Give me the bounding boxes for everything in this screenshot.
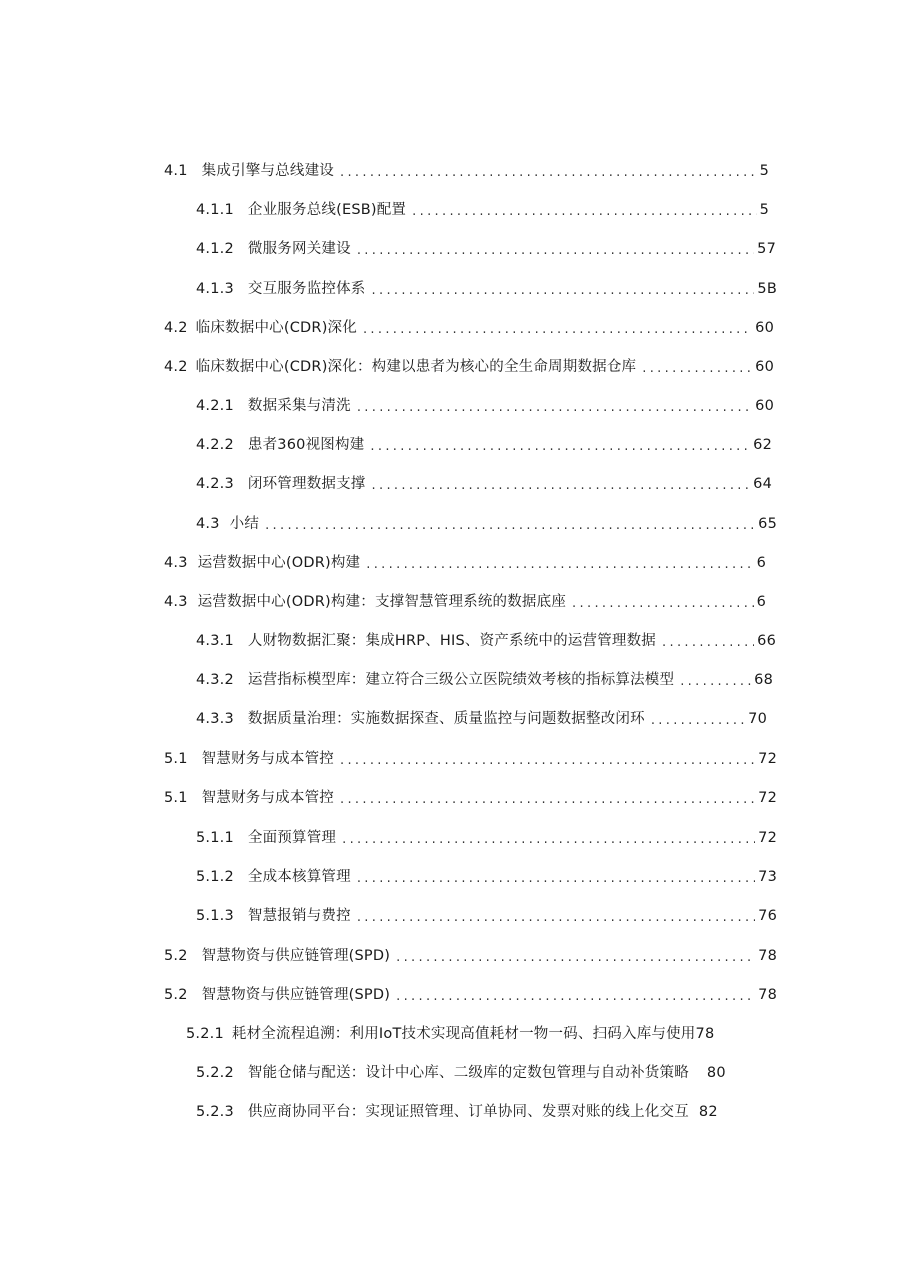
toc-entry-number: 4.1.2 <box>196 241 234 257</box>
toc-entry[interactable] <box>196 198 769 222</box>
toc-entry-title: 运营指标模型库：建立符合三级公立医院绩效考核的指标算法模型 <box>247 672 675 688</box>
toc-entry[interactable] <box>196 904 777 928</box>
toc-entry-number: 4.1 <box>164 163 188 179</box>
toc-leader-dots <box>340 747 755 771</box>
toc-entry-page: 57 <box>757 241 776 257</box>
toc-entry-number: 5.2.3 <box>196 1104 234 1120</box>
toc-entry-page: 82 <box>698 1104 718 1120</box>
toc-entry-title: 运营数据中心(ODR)构建：支撑智慧管理系统的数据底座 <box>197 594 567 610</box>
toc-entry[interactable] <box>164 355 774 379</box>
toc-entry-number: 5.2 <box>164 987 188 1003</box>
toc-leader-dots <box>572 590 754 614</box>
toc-entry-page: 60 <box>755 359 774 375</box>
toc-entry-page: 78 <box>758 987 777 1003</box>
toc-entry[interactable] <box>196 277 777 301</box>
toc-leader-dots <box>412 198 756 222</box>
toc-entry-title: 小结 <box>229 516 260 532</box>
toc-entry-number: 5.2.2 <box>196 1065 234 1081</box>
toc-entry[interactable] <box>196 1100 766 1124</box>
toc-entry-page: 72 <box>758 790 777 806</box>
toc-entry[interactable] <box>196 237 776 261</box>
toc-entry-page: 70 <box>748 711 767 727</box>
toc-entry[interactable] <box>196 668 773 692</box>
toc-entry-number: 5.1.2 <box>196 869 234 885</box>
toc-entry[interactable] <box>196 1061 777 1085</box>
toc-entry-page: 60 <box>755 320 774 336</box>
toc-entry[interactable] <box>164 159 769 183</box>
toc-entry[interactable] <box>164 551 766 575</box>
toc-entry-number: 5.2 <box>164 948 188 964</box>
toc-entry-number: 4.2 <box>164 359 188 375</box>
toc-entry-title: 人财物数据汇聚：集成HRP、HIS、资产系统中的运营管理数据 <box>247 633 657 649</box>
toc-leader-dots <box>396 944 755 968</box>
toc-entry-page: 5 <box>759 202 769 218</box>
toc-entry[interactable] <box>196 865 777 889</box>
toc-entry-title: 数据质量治理：实施数据探查、质量监控与问题数据整改闭环 <box>247 711 645 727</box>
toc-leader-dots <box>265 512 755 536</box>
toc-entry-number: 4.3.3 <box>196 711 234 727</box>
toc-entry-number: 4.3.1 <box>196 633 234 649</box>
toc-entry-title: 智慧物资与供应链管理(SPD) <box>201 987 391 1003</box>
toc-entry-page: 5B <box>757 281 777 297</box>
toc-leader-dots <box>340 159 757 183</box>
toc-entry-number: 4.1.3 <box>196 281 234 297</box>
toc-entry-title: 数据采集与清洗 <box>247 398 351 414</box>
toc-entry[interactable] <box>196 707 767 731</box>
toc-entry-page: 60 <box>755 398 774 414</box>
toc-leader-dots <box>366 551 753 575</box>
toc-entry-title: 集成引擎与总线建设 <box>201 163 334 179</box>
toc-entry[interactable] <box>164 944 777 968</box>
toc-entry-number: 5.1 <box>164 751 188 767</box>
toc-entry-page: 72 <box>758 751 777 767</box>
toc-entry-page: 64 <box>753 476 772 492</box>
toc-entry-number: 4.3 <box>196 516 220 532</box>
toc-entry-number: 4.3 <box>164 594 188 610</box>
toc-entry[interactable] <box>196 433 772 457</box>
toc-entry-page: 80 <box>706 1065 726 1081</box>
toc-entry-title: 智慧财务与成本管控 <box>201 751 334 767</box>
toc-entry-page: 72 <box>758 830 777 846</box>
toc-leader-dots <box>342 826 755 850</box>
toc-entry-title: 临床数据中心(CDR)深化：构建以患者为核心的全生命周期数据仓库 <box>195 359 637 375</box>
toc-entry-number: 4.3.2 <box>196 672 234 688</box>
toc-entry-number: 4.2.1 <box>196 398 234 414</box>
toc-entry-title: 运营数据中心(ODR)构建 <box>197 555 361 571</box>
toc-entry[interactable] <box>196 472 772 496</box>
toc-entry-number: 4.2.2 <box>196 437 234 453</box>
toc-leader-dots <box>651 707 745 731</box>
toc-entry-number: 4.3 <box>164 555 188 571</box>
toc-entry-page: 78 <box>695 1026 715 1042</box>
toc-leader-dots <box>662 629 754 653</box>
toc-leader-dots <box>370 433 750 457</box>
toc-entry-number: 4.2 <box>164 320 188 336</box>
toc-entry-number: 5.1.3 <box>196 908 234 924</box>
toc-entry-page: 66 <box>757 633 776 649</box>
toc-entry-page: 6 <box>756 594 766 610</box>
toc-entry-page: 68 <box>754 672 773 688</box>
toc-entry-page: 6 <box>756 555 766 571</box>
toc-entry-page: 65 <box>758 516 777 532</box>
toc-entry[interactable] <box>164 983 777 1007</box>
toc-entry-title: 智慧财务与成本管控 <box>201 790 334 806</box>
toc-leader-dots <box>340 786 755 810</box>
toc-entry-title: 闭环管理数据支撑 <box>247 476 366 492</box>
toc-entry-page: 5 <box>759 163 769 179</box>
toc-entry-title: 企业服务总线(ESB)配置 <box>247 202 407 218</box>
toc-entry-number: 5.1 <box>164 790 188 806</box>
toc-leader-dots <box>680 668 751 692</box>
toc-entry-number: 5.2.1 <box>186 1026 224 1042</box>
toc-entry[interactable] <box>164 316 774 340</box>
toc-leader-dots <box>372 472 751 496</box>
toc-entry-title: 交互服务监控体系 <box>247 281 366 297</box>
toc-entry-title: 全面预算管理 <box>247 830 337 846</box>
toc-entry-title: 智能仓储与配送：设计中心库、二级库的定数包管理与自动补货策略 <box>247 1065 689 1081</box>
toc-entry[interactable] <box>164 747 777 771</box>
toc-entry[interactable] <box>196 394 774 418</box>
toc-entry-page: 73 <box>758 869 777 885</box>
toc-entry-title: 微服务网关建设 <box>247 241 351 257</box>
toc-leader-dots <box>357 237 754 261</box>
toc-entry-title: 智慧报销与费控 <box>247 908 351 924</box>
toc-entry-number: 5.1.1 <box>196 830 234 846</box>
toc-entry[interactable] <box>196 826 777 850</box>
toc-leader-dots <box>357 394 752 418</box>
toc-entry-number: 4.2.3 <box>196 476 234 492</box>
toc-leader-dots <box>372 277 755 301</box>
toc-entry-title: 耗材全流程追溯：利用IoT技术实现高值耗材一物一码、扫码入库与使用 <box>231 1026 696 1042</box>
toc-entry-page: 78 <box>758 948 777 964</box>
toc-entry-title: 智慧物资与供应链管理(SPD) <box>201 948 391 964</box>
toc-leader-dots <box>642 355 752 379</box>
toc-entry-title: 临床数据中心(CDR)深化 <box>195 320 357 336</box>
toc-entry-title: 全成本核算管理 <box>247 869 351 885</box>
toc-entry[interactable] <box>186 1022 789 1046</box>
toc-entry[interactable] <box>196 512 777 536</box>
toc-leader-dots <box>357 865 755 889</box>
toc-leader-dots <box>357 904 755 928</box>
toc-entry-page: 76 <box>758 908 777 924</box>
toc-entry[interactable] <box>196 629 776 653</box>
toc-entry[interactable] <box>164 786 777 810</box>
toc-leader-dots <box>396 983 755 1007</box>
toc-entry-number: 4.1.1 <box>196 202 234 218</box>
toc-leader-dots <box>363 316 752 340</box>
toc-entry-page: 62 <box>753 437 772 453</box>
toc-entry-title: 患者360视图构建 <box>247 437 365 453</box>
toc-entry[interactable] <box>164 590 766 614</box>
toc-entry-title: 供应商协同平台：实现证照管理、订单协同、发票对账的线上化交互 <box>247 1104 689 1120</box>
